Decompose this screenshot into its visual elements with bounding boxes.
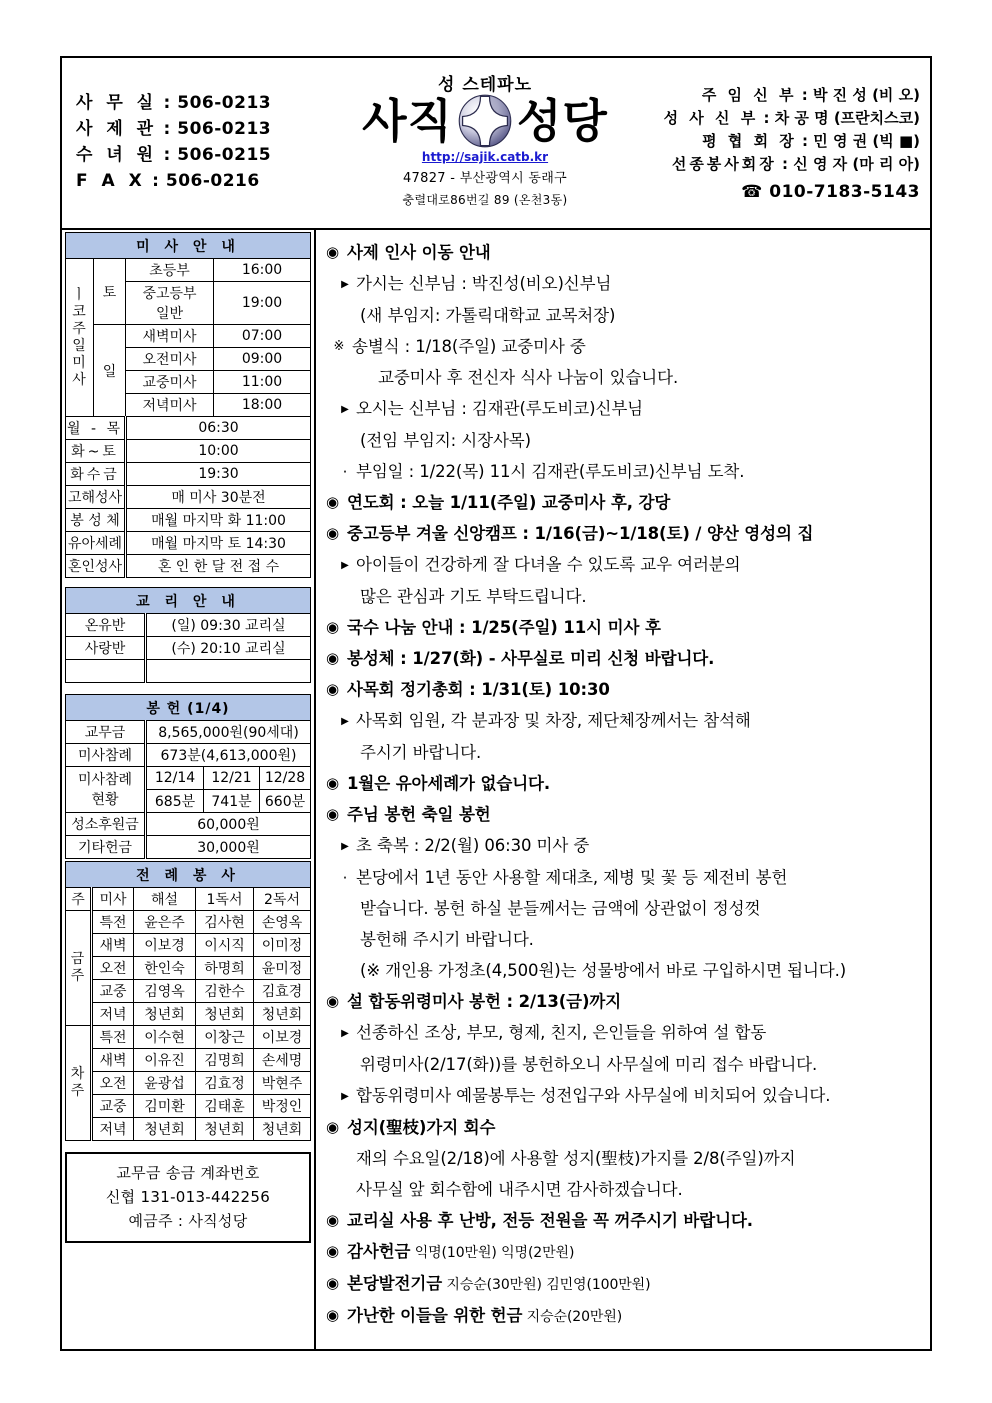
next-week-label: 차 주: [66, 1026, 92, 1141]
address-line-1: 47827 - 부산광역시 동래구: [402, 171, 567, 186]
attendance-date: 12/28: [260, 767, 311, 790]
announcement-continuation: (새 부임지: 가톨릭대학교 교목처장): [360, 306, 616, 325]
announcement-heading: 교리실 사용 후 난방, 전등 전원을 꼭 꺼주시기 바랍니다.: [347, 1211, 753, 1230]
commentator: 이수현: [134, 1026, 196, 1049]
reader-2: 이보경: [254, 1026, 311, 1049]
mass-slot: 저녁: [92, 1118, 134, 1141]
announcement-subitem: 합동위령미사 예물봉투는 성전입구와 사무실에 비치되어 있습니다.: [356, 1086, 831, 1105]
bullet-triangle-icon: ▶: [341, 716, 349, 727]
staff-label: 평 협 회 장: [702, 132, 797, 150]
announcement-continuation: 많은 관심과 기도 부탁드립니다.: [360, 587, 587, 606]
offering-table: [65, 694, 311, 859]
mass-slot: 특전: [92, 911, 134, 934]
reader-2: 청년회: [254, 1003, 311, 1026]
saturday-label: 토: [94, 259, 126, 325]
divider: [65, 683, 311, 694]
reader-1: 김명희: [196, 1049, 254, 1072]
announcement-item: [326, 488, 922, 518]
announcement-item: [326, 925, 922, 955]
bullet-circle-icon: ◉: [326, 1242, 340, 1260]
offering-label: 미사참례: [66, 744, 146, 767]
mass-slot: 오전: [92, 1072, 134, 1095]
announcement-subitem: 초 축복 : 2/2(월) 06:30 미사 중: [356, 836, 590, 855]
reader-1: 하명희: [196, 957, 254, 980]
table-row: [66, 934, 311, 957]
bullet-triangle-icon: ▶: [341, 279, 349, 290]
announcement-continuation: 재의 수요일(2/18)에 사용할 성지(聖枝)가지를 2/8(주일)까지: [356, 1149, 796, 1168]
announcement-heading: 연도회 : 오늘 1/11(주일) 교중미사 후, 강당: [347, 493, 671, 512]
weekday-label: 혼인성사: [66, 555, 126, 578]
divider: [65, 578, 311, 587]
mass-slot: 저녁: [92, 1003, 134, 1026]
contact-row: 수 녀 원 : 506-0215: [76, 145, 272, 165]
sunday-label: 일: [94, 325, 126, 417]
donation-donors: 익명(10만원) 익명(2만원): [410, 1245, 575, 1261]
offering-label: 성소후원금: [66, 813, 146, 836]
announcement-heading: 1월은 유아세례가 없습니다.: [347, 774, 551, 793]
weekday-label: 고해성사: [66, 486, 126, 509]
announcement-item: [326, 1237, 922, 1268]
catechism-title: 교 리 안 내: [66, 588, 311, 614]
contact-label: F A X: [76, 171, 146, 191]
announcement-continuation: 받습니다. 봉헌 하실 분들께서는 금액에 상관없이 정성껏: [360, 899, 761, 918]
cross-emblem-icon: [457, 93, 513, 149]
bullet-triangle-icon: ▶: [341, 1091, 349, 1102]
mass-time: 09:00: [214, 348, 311, 371]
reader-2: 청년회: [254, 1118, 311, 1141]
donation-donors: 지승순(20만원): [522, 1309, 623, 1325]
bullet-dot-icon: ·: [342, 463, 348, 481]
announcement-item: [326, 769, 922, 799]
commentator: 이보경: [134, 934, 196, 957]
reader-1: 김사현: [196, 911, 254, 934]
weekday-label: 유아세례: [66, 532, 126, 555]
announcement-item: [326, 738, 922, 768]
offering-value: 60,000원: [146, 813, 311, 836]
announcement-item: [326, 1113, 922, 1143]
mass-slot: 교중: [92, 980, 134, 1003]
commentator: 한인숙: [134, 957, 196, 980]
bullet-dot-icon: ·: [342, 869, 348, 887]
announcement-item: [326, 1018, 922, 1049]
announcement-item: [326, 987, 922, 1017]
left-column: [62, 230, 316, 1349]
bullet-star-icon: ※: [333, 339, 345, 354]
mass-slot: 새벽: [92, 1049, 134, 1072]
bullet-circle-icon: ◉: [326, 1274, 340, 1292]
announcement-continuation: 사무실 앞 회수함에 내주시면 감사하겠습니다.: [356, 1180, 683, 1199]
announcement-item: [326, 550, 922, 581]
announcement-heading: 사목회 정기총회 : 1/31(토) 10:30: [347, 680, 610, 699]
announcement-note: 송별식 : 1/18(주일) 교중미사 중: [352, 337, 586, 356]
offering-value: 30,000원: [146, 836, 311, 859]
account-number: 신협 131-013-442256: [105, 1188, 271, 1206]
announcement-detail: 부임일 : 1/22(목) 11시 김재관(루도비코)신부님 도착.: [356, 462, 745, 481]
announcement-continuation: (전임 부임지: 시장사목): [360, 431, 531, 450]
reader-2: 박정인: [254, 1095, 311, 1118]
account-title: 교무금 송금 계좌번호: [116, 1164, 260, 1182]
attendance-count: 741분: [204, 790, 260, 813]
announcement-continuation: (※ 개인용 가정초(4,500원)는 성물방에서 바로 구입하시면 됩니다.): [360, 961, 847, 980]
staff-value: 신 영 자 (마 리 아): [793, 155, 920, 173]
bullet-triangle-icon: ▶: [341, 1028, 349, 1039]
donation-category: 가난한 이들을 위한 헌금: [347, 1306, 523, 1325]
mass-name: 초등부: [126, 259, 214, 282]
bank-account-box: [65, 1152, 311, 1243]
table-row: [66, 1072, 311, 1095]
address-line-2: 충렬대로86번길 89 (온천3동): [402, 193, 568, 207]
commentator: 윤광섭: [134, 1072, 196, 1095]
bullet-circle-icon: ◉: [326, 1118, 340, 1136]
attendance-date: 12/14: [146, 767, 204, 790]
liturgy-header-commentary: 해설: [134, 888, 196, 911]
reader-2: 김효경: [254, 980, 311, 1003]
bullet-circle-icon: ◉: [326, 243, 340, 261]
liturgy-title: 전 례 봉 사: [66, 862, 311, 888]
announcement-heading: 사제 인사 이동 안내: [347, 243, 491, 262]
donation-donors: 지승순(30만원) 김민영(100만원): [442, 1277, 651, 1293]
church-website-link[interactable]: http://sajik.catb.kr: [421, 150, 549, 164]
announcement-item: [326, 301, 922, 331]
bullet-circle-icon: ◉: [326, 774, 340, 792]
announcement-item: [326, 363, 922, 393]
commentator: 김영옥: [134, 980, 196, 1003]
staff-row: 주 임 신 부 : 박 진 성 (비 오): [701, 86, 920, 104]
reader-1: 청년회: [196, 1003, 254, 1026]
bullet-circle-icon: ◉: [326, 992, 340, 1010]
catechism-class-label: [66, 660, 146, 683]
staff-label: 주 임 신 부: [701, 86, 797, 104]
mass-name: 교중미사: [126, 371, 214, 394]
announcement-item: [326, 269, 922, 300]
staff-label: 선종봉사회장: [671, 155, 777, 173]
announcement-item: [326, 1144, 922, 1174]
church-identity: [330, 62, 640, 208]
announcement-subitem: 선종하신 조상, 부모, 형제, 친지, 은인들을 위하여 설 합동: [356, 1023, 767, 1042]
staff-row: 선종봉사회장 : 신 영 자 (마 리 아): [671, 155, 920, 173]
staff-value: 차 공 명 (프란치스코): [774, 109, 920, 127]
announcement-heading: 주님 봉헌 축일 봉헌: [347, 805, 491, 824]
bullet-circle-icon: ◉: [326, 1211, 340, 1229]
contact-label: 사 제 관: [76, 119, 158, 139]
attendance-count: 685분: [146, 790, 204, 813]
announcement-subitem: 아이들이 건강하게 잘 다녀올 수 있도록 교우 여러분의: [356, 555, 741, 574]
announcements-list: [316, 230, 930, 1349]
announcement-heading: 봉성체 : 1/27(화) - 사무실로 미리 신청 바랍니다.: [347, 649, 715, 668]
bulletin-page: [60, 56, 932, 1351]
staff-row: 성 사 신 부 : 차 공 명 (프란치스코): [663, 109, 920, 127]
reader-1: 청년회: [196, 1118, 254, 1141]
announcement-donation: [347, 1269, 650, 1300]
staff-list: [620, 84, 920, 202]
catechism-table: [65, 587, 311, 683]
table-row: [66, 1118, 311, 1141]
contact-value: 506-0215: [177, 145, 272, 165]
donation-category: 본당발전기금: [347, 1274, 443, 1293]
announcement-item: [326, 613, 922, 643]
weekday-value: 매 미사 30분전: [126, 486, 311, 509]
announcement-item: [326, 332, 922, 362]
announcement-item: [326, 426, 922, 456]
weekday-label: 월 - 목: [66, 417, 126, 440]
contact-value: 506-0213: [177, 119, 272, 139]
announcement-subitem: 오시는 신부님 : 김재관(루도비코)신부님: [356, 399, 643, 418]
announcement-donation: [347, 1301, 622, 1332]
announcement-subitem: 가시는 신부님 : 박진성(비오)신부님: [356, 274, 612, 293]
weekday-value: 매월 마지막 토 14:30: [126, 532, 311, 555]
announcement-heading: 설 합동위령미사 봉헌 : 2/13(금)까지: [347, 992, 622, 1011]
reader-2: 손세명: [254, 1049, 311, 1072]
announcement-item: [326, 863, 922, 893]
attendance-date: 12/21: [204, 767, 260, 790]
announcement-item: [326, 238, 922, 268]
offering-value: 8,565,000원(90세대): [146, 721, 311, 744]
mass-slot: 교중: [92, 1095, 134, 1118]
announcement-item: [326, 1269, 922, 1300]
mass-time: 19:00: [214, 282, 311, 325]
announcement-item: [326, 894, 922, 924]
table-row: [66, 1003, 311, 1026]
reader-2: 이미정: [254, 934, 311, 957]
bullet-circle-icon: ◉: [326, 680, 340, 698]
reader-1: 김태훈: [196, 1095, 254, 1118]
church-title-left: 사직: [362, 94, 453, 148]
staff-label: 성 사 신 부: [663, 109, 759, 127]
catechism-class-label: 사랑반: [66, 637, 146, 660]
bullet-triangle-icon: ▶: [341, 404, 349, 415]
contact-value: 506-0213: [177, 93, 272, 113]
offering-label: 기타헌금: [66, 836, 146, 859]
weekday-label: 봉 성 체: [66, 509, 126, 532]
offering-value: 673분(4,613,000원): [146, 744, 311, 767]
announcement-donation: [347, 1237, 574, 1268]
bullet-circle-icon: ◉: [326, 805, 340, 823]
commentator: 윤은주: [134, 911, 196, 934]
announcement-item: [326, 457, 922, 487]
weekday-label: 화수금: [66, 463, 126, 486]
bullet-circle-icon: ◉: [326, 493, 340, 511]
mass-name: 저녁미사: [126, 394, 214, 417]
mass-slot: 새벽: [92, 934, 134, 957]
mobile-phone-number: ☎ 010-7183-5143: [741, 182, 920, 202]
announcement-item: [326, 644, 922, 674]
reader-2: 손영옥: [254, 911, 311, 934]
announcement-item: [326, 1081, 922, 1112]
announcement-item: [326, 394, 922, 425]
announcement-heading: 중고등부 겨울 신앙캠프 : 1/16(금)~1/18(토) / 양산 영성의 집: [347, 524, 814, 543]
liturgy-header-reading2: 2독서: [254, 888, 311, 911]
announcement-item: [326, 706, 922, 737]
announcement-heading: 국수 나눔 안내 : 1/25(주일) 11시 미사 후: [347, 618, 661, 637]
table-row: [66, 1049, 311, 1072]
commentator: 청년회: [134, 1118, 196, 1141]
announcement-item: [326, 956, 922, 986]
mass-schedule-table: [65, 232, 311, 578]
liturgy-service-table: [65, 861, 311, 1141]
announcement-item: [326, 831, 922, 862]
staff-row: 평 협 회 장 : 민 영 권 (빅 ■): [702, 132, 920, 150]
staff-value: 박 진 성 (비 오): [812, 86, 920, 104]
table-row: [66, 1095, 311, 1118]
liturgy-header-mass: 미사: [92, 888, 134, 911]
table-row: [66, 957, 311, 980]
announcement-item: [326, 800, 922, 830]
announcement-heading: 성지(聖枝)가지 회수: [347, 1118, 496, 1137]
table-row: [66, 911, 311, 934]
bullet-circle-icon: ◉: [326, 649, 340, 667]
contact-row: 사 제 관 : 506-0213: [76, 119, 272, 139]
weekday-value: 06:30: [126, 417, 311, 440]
bullet-triangle-icon: ▶: [341, 841, 349, 852]
catechism-class-value: [146, 660, 311, 683]
attendance-status-label: 미사참례 현황: [66, 767, 146, 813]
contact-list: [76, 90, 326, 194]
commentator: 이유진: [134, 1049, 196, 1072]
contact-row: 사 무 실 : 506-0213: [76, 93, 272, 113]
bullet-circle-icon: ◉: [326, 1306, 340, 1324]
reader-1: 김한수: [196, 980, 254, 1003]
bullet-triangle-icon: ▶: [341, 560, 349, 571]
reader-1: 김효정: [196, 1072, 254, 1095]
account-holder: 예금주 : 사직성당: [128, 1212, 248, 1230]
announcement-item: [326, 675, 922, 705]
bullet-circle-icon: ◉: [326, 618, 340, 636]
weekday-value: 매월 마지막 화 11:00: [126, 509, 311, 532]
announcement-item: [326, 1175, 922, 1205]
mass-slot: 오전: [92, 957, 134, 980]
patron-saint-name: 성 스테파노: [437, 75, 533, 95]
catechism-class-label: 온유반: [66, 614, 146, 637]
mass-name: 오전미사: [126, 348, 214, 371]
commentator: 김미환: [134, 1095, 196, 1118]
weekday-value: 19:30: [126, 463, 311, 486]
commentator: 청년회: [134, 1003, 196, 1026]
weekday-value: 10:00: [126, 440, 311, 463]
contact-label: 사 무 실: [76, 93, 158, 113]
reader-1: 이창근: [196, 1026, 254, 1049]
staff-value: 민 영 권 (빅 ■): [813, 132, 920, 150]
mass-name: 새벽미사: [126, 325, 214, 348]
announcement-continuation: 주시기 바랍니다.: [360, 743, 482, 762]
contact-row: F A X : 506-0216: [76, 171, 260, 191]
offering-title: 봉 헌 (1/4): [66, 695, 311, 721]
announcement-item: [326, 1301, 922, 1332]
table-row: [66, 1026, 311, 1049]
bulletin-header: [62, 58, 930, 230]
contact-value: 506-0216: [165, 171, 260, 191]
announcement-continuation: 교중미사 후 전신자 식사 나눔이 있습니다.: [378, 368, 679, 387]
mass-time: 18:00: [214, 394, 311, 417]
reader-1: 이시직: [196, 934, 254, 957]
donation-category: 감사헌금: [347, 1242, 411, 1261]
announcement-detail: 본당에서 1년 동안 사용할 제대초, 제병 및 꽃 등 제전비 봉헌: [356, 868, 788, 887]
mass-slot: 특전: [92, 1026, 134, 1049]
mass-time: 07:00: [214, 325, 311, 348]
announcement-item: [326, 582, 922, 612]
attendance-count: 660분: [260, 790, 311, 813]
announcement-continuation: 위령미사(2/17(화))를 봉헌하오니 사무실에 미리 접수 바랍니다.: [360, 1055, 818, 1074]
bullet-circle-icon: ◉: [326, 524, 340, 542]
table-row: [66, 980, 311, 1003]
church-title-right: 성당: [517, 94, 608, 148]
announcement-item: [326, 1206, 922, 1236]
announcement-item: [326, 1050, 922, 1080]
weekday-value: 혼 인 한 달 전 접 수: [126, 555, 311, 578]
liturgy-header-reading1: 1독서: [196, 888, 254, 911]
announcement-continuation: 봉헌해 주시기 바랍니다.: [360, 930, 534, 949]
liturgy-header-week: 주: [66, 888, 92, 911]
reader-2: 윤미정: [254, 957, 311, 980]
weekday-label: 화~토: [66, 440, 126, 463]
offering-label: 교무금: [66, 721, 146, 744]
reader-2: 박현주: [254, 1072, 311, 1095]
mass-time: 16:00: [214, 259, 311, 282]
mass-name: 중고등부 일반: [126, 282, 214, 325]
catechism-class-value: (수) 20:10 교리실: [146, 637, 311, 660]
mass-time: 11:00: [214, 371, 311, 394]
contact-label: 수 녀 원: [76, 145, 158, 165]
mass-schedule-title: 미 사 안 내: [66, 233, 311, 259]
this-week-label: 금 주: [66, 911, 92, 1026]
announcement-item: [326, 519, 922, 549]
weekend-mass-label: ㅣ 코 주 일 미 사: [66, 259, 94, 417]
catechism-class-value: (일) 09:30 교리실: [146, 614, 311, 637]
announcement-subitem: 사목회 임원, 각 분과장 및 차장, 제단체장께서는 참석해: [356, 711, 751, 730]
